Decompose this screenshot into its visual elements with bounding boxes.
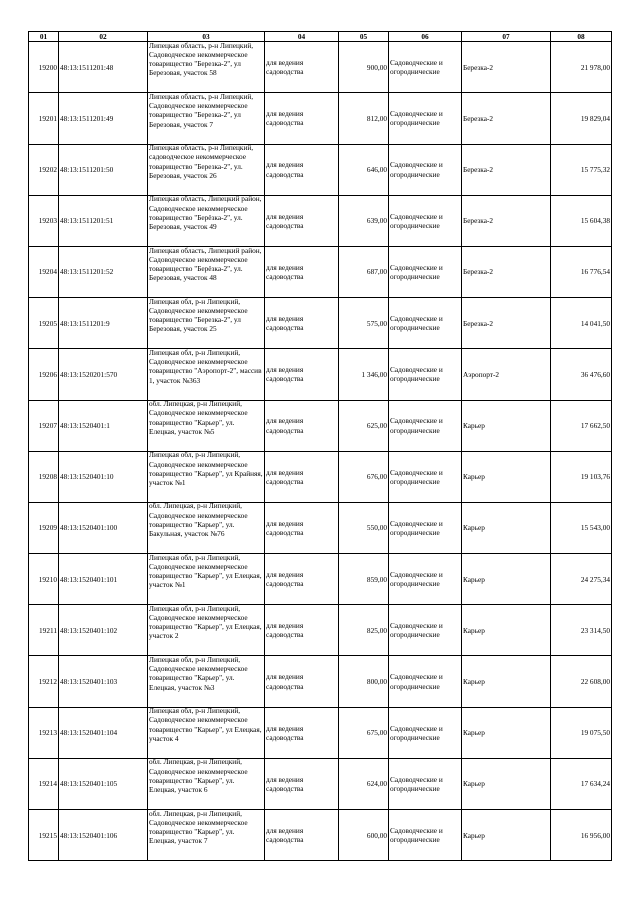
permitted-use-cell: для ведения садоводства <box>265 246 339 297</box>
cadastral-number-cell: 48:13:1520401:1 <box>59 400 148 451</box>
land-category-cell: Садоводческие и огороднические <box>389 656 462 707</box>
cadastral-value-cell: 17 634,24 <box>551 758 612 809</box>
permitted-use-cell: для ведения садоводства <box>265 144 339 195</box>
association-name-cell: Карьер <box>462 656 551 707</box>
row-number-cell: 19202 <box>29 144 59 195</box>
table-row <box>29 758 612 809</box>
cadastral-number-cell: 48:13:1511201:52 <box>59 246 148 297</box>
land-category-cell: Садоводческие и огороднические <box>389 707 462 758</box>
area-cell: 600,00 <box>339 810 389 861</box>
cadastral-value-cell: 14 041,50 <box>551 298 612 349</box>
column-header: 01 <box>29 32 59 42</box>
association-name-cell: Карьер <box>462 810 551 861</box>
permitted-use-cell: для ведения садоводства <box>265 605 339 656</box>
cadastral-number-cell: 48:13:1520201:570 <box>59 349 148 400</box>
area-cell: 550,00 <box>339 502 389 553</box>
column-header: 04 <box>265 32 339 42</box>
column-header: 08 <box>551 32 612 42</box>
table-row <box>29 554 612 605</box>
address-text: Липецкая область, р-н Липецкий, Садоводческое некоммерческое товарищество "Березка-2", ул Березовая, участок 58 <box>149 41 254 78</box>
land-category-cell: Садоводческие и огороднические <box>389 246 462 297</box>
cadastral-number-cell: 48:13:1520401:104 <box>59 707 148 758</box>
address-cell <box>148 707 265 758</box>
permitted-use-cell: для ведения садоводства <box>265 554 339 605</box>
area-cell: 812,00 <box>339 93 389 144</box>
land-category-cell: Садоводческие и огороднические <box>389 400 462 451</box>
address-text: Липецкая обл, р-н Липецкий, Садоводческое некоммерческое товарищество "Карьер", ул Елецкая, участок №1 <box>149 553 262 590</box>
address-text: Липецкая область, Липецкий район, Садоводческое некоммерческое товарищество "Берёзка-2", ул. Березовая, участок 48 <box>149 246 262 283</box>
land-category-cell: Садоводческие и огороднические <box>389 554 462 605</box>
cadastral-value-cell: 15 604,38 <box>551 195 612 246</box>
land-category-cell: Садоводческие и огороднические <box>389 451 462 502</box>
table-row <box>29 298 612 349</box>
land-category-cell: Садоводческие и огороднические <box>389 298 462 349</box>
area-cell: 800,00 <box>339 656 389 707</box>
row-number-cell: 19209 <box>29 502 59 553</box>
land-category-cell: Садоводческие и огороднические <box>389 349 462 400</box>
area-cell: 625,00 <box>339 400 389 451</box>
land-category-cell: Садоводческие и огороднические <box>389 810 462 861</box>
cadastral-number-cell: 48:13:1520401:102 <box>59 605 148 656</box>
cadastral-number-cell: 48:13:1520401:106 <box>59 810 148 861</box>
area-cell: 900,00 <box>339 42 389 93</box>
association-name-cell: Березка-2 <box>462 42 551 93</box>
row-number-cell: 19203 <box>29 195 59 246</box>
cadastral-number-cell: 48:13:1520401:103 <box>59 656 148 707</box>
permitted-use-cell: для ведения садоводства <box>265 810 339 861</box>
header-row <box>29 32 612 42</box>
cadastral-value-cell: 24 275,34 <box>551 554 612 605</box>
association-name-cell: Карьер <box>462 554 551 605</box>
row-number-cell: 19204 <box>29 246 59 297</box>
land-category-cell: Садоводческие и огороднические <box>389 605 462 656</box>
address-cell <box>148 195 265 246</box>
area-cell: 1 346,00 <box>339 349 389 400</box>
table-row <box>29 349 612 400</box>
cadastral-value-cell: 22 608,00 <box>551 656 612 707</box>
address-text: обл. Липецкая, р-н Липецкий, Садоводческое некоммерческое товарищество "Карьер", ул. Бакульная, участок №76 <box>149 502 248 539</box>
address-text: Липецкая область, р-н Липецкий, Садоводческое некоммерческое товарищество "Березка-2", ул Березовая, участок 7 <box>149 92 254 129</box>
table-row <box>29 707 612 758</box>
area-cell: 687,00 <box>339 246 389 297</box>
association-name-cell: Аэропорт-2 <box>462 349 551 400</box>
association-name-cell: Карьер <box>462 605 551 656</box>
column-header: 07 <box>462 32 551 42</box>
table-row <box>29 246 612 297</box>
permitted-use-cell: для ведения садоводства <box>265 656 339 707</box>
association-name-cell: Березка-2 <box>462 246 551 297</box>
address-cell <box>148 758 265 809</box>
cadastral-number-cell: 48:13:1511201:9 <box>59 298 148 349</box>
area-cell: 825,00 <box>339 605 389 656</box>
permitted-use-cell: для ведения садоводства <box>265 707 339 758</box>
table-row <box>29 451 612 502</box>
row-number-cell: 19207 <box>29 400 59 451</box>
row-number-cell: 19213 <box>29 707 59 758</box>
area-cell: 676,00 <box>339 451 389 502</box>
address-text: обл. Липецкая, р-н Липецкий, Садоводческое некоммерческое товарищество "Карьер", ул. Елецкая, участок 7 <box>149 809 248 846</box>
association-name-cell: Карьер <box>462 502 551 553</box>
address-text: Липецкая обл, р-н Липецкий, Садоводческое некоммерческое товарищество "Карьер", ул Елецкая, участок 2 <box>149 604 262 641</box>
address-cell <box>148 502 265 553</box>
cadastral-value-cell: 19 829,04 <box>551 93 612 144</box>
cadastral-value-cell: 23 314,50 <box>551 605 612 656</box>
land-category-cell: Садоводческие и огороднические <box>389 195 462 246</box>
cadastral-number-cell: 48:13:1511201:49 <box>59 93 148 144</box>
row-number-cell: 19201 <box>29 93 59 144</box>
cadastral-number-cell: 48:13:1520401:10 <box>59 451 148 502</box>
permitted-use-cell: для ведения садоводства <box>265 349 339 400</box>
area-cell: 859,00 <box>339 554 389 605</box>
address-cell <box>148 656 265 707</box>
association-name-cell: Березка-2 <box>462 298 551 349</box>
table-row <box>29 605 612 656</box>
address-text: обл. Липецкая, р-н Липецкий, Садоводческое некоммерческое товарищество "Карьер", ул. Елецкая, участок 6 <box>149 758 248 795</box>
row-number-cell: 19200 <box>29 42 59 93</box>
permitted-use-cell: для ведения садоводства <box>265 93 339 144</box>
address-text: Липецкая область, р-н Липецкий, садоводческое некоммерческое товарищество "Березка-2", ул. Березовая, участок 26 <box>149 144 254 180</box>
column-header: 05 <box>339 32 389 42</box>
permitted-use-cell: для ведения садоводства <box>265 400 339 451</box>
association-name-cell: Березка-2 <box>462 93 551 144</box>
permitted-use-cell: для ведения садоводства <box>265 502 339 553</box>
table-row <box>29 502 612 553</box>
row-number-cell: 19214 <box>29 758 59 809</box>
address-text: Липецкая обл, р-н Липецкий, Садоводческое некоммерческое товарищество "Березка-2", ул Березовая, участок 25 <box>149 297 248 334</box>
address-text: Липецкая область, Липецкий район, Садоводческое некоммерческое товарищество "Берёзка-2", ул. Березовая, участок 49 <box>149 195 262 231</box>
cadastral-number-cell: 48:13:1520401:100 <box>59 502 148 553</box>
column-header: 02 <box>59 32 148 42</box>
row-number-cell: 19210 <box>29 554 59 605</box>
address-cell <box>148 400 265 451</box>
permitted-use-cell: для ведения садоводства <box>265 758 339 809</box>
association-name-cell: Карьер <box>462 707 551 758</box>
cadastral-value-cell: 21 978,00 <box>551 42 612 93</box>
association-name-cell: Березка-2 <box>462 195 551 246</box>
address-text: Липецкая обл, р-н Липецкий, Садоводческое некоммерческое товарищество "Карьер", ул Крайняя, участок №1 <box>149 451 263 487</box>
address-cell <box>148 810 265 861</box>
permitted-use-cell: для ведения садоводства <box>265 42 339 93</box>
association-name-cell: Карьер <box>462 758 551 809</box>
address-cell <box>148 554 265 605</box>
land-category-cell: Садоводческие и огороднические <box>389 144 462 195</box>
cadastral-value-cell: 15 543,00 <box>551 502 612 553</box>
cadastral-number-cell: 48:13:1511201:48 <box>59 42 148 93</box>
land-category-cell: Садоводческие и огороднические <box>389 758 462 809</box>
cadastral-value-cell: 36 476,60 <box>551 349 612 400</box>
cadastral-value-cell: 15 775,32 <box>551 144 612 195</box>
area-cell: 575,00 <box>339 298 389 349</box>
table-row <box>29 400 612 451</box>
column-header: 03 <box>148 32 265 42</box>
land-category-cell: Садоводческие и огороднические <box>389 42 462 93</box>
row-number-cell: 19215 <box>29 810 59 861</box>
association-name-cell: Карьер <box>462 451 551 502</box>
table-row <box>29 810 612 861</box>
area-cell: 646,00 <box>339 144 389 195</box>
address-text: Липецкая обл, р-н Липецкий, Садоводческое некоммерческое товарищество "Аэропорт-2", массив 1, участок №363 <box>149 348 262 385</box>
cadastral-number-cell: 48:13:1511201:50 <box>59 144 148 195</box>
cadastral-value-cell: 16 776,54 <box>551 246 612 297</box>
column-header: 06 <box>389 32 462 42</box>
address-text: Липецкая обл, р-н Липецкий, Садоводческое некоммерческое товарищество "Карьер", ул Елецкая, участок 4 <box>149 707 262 743</box>
row-number-cell: 19212 <box>29 656 59 707</box>
row-number-cell: 19211 <box>29 605 59 656</box>
address-cell <box>148 298 265 349</box>
area-cell: 639,00 <box>339 195 389 246</box>
address-cell <box>148 605 265 656</box>
association-name-cell: Березка-2 <box>462 144 551 195</box>
land-category-cell: Садоводческие и огороднические <box>389 93 462 144</box>
cadastral-number-cell: 48:13:1520401:101 <box>59 554 148 605</box>
row-number-cell: 19208 <box>29 451 59 502</box>
cadastral-table <box>28 31 612 861</box>
address-cell <box>148 93 265 144</box>
area-cell: 675,00 <box>339 707 389 758</box>
cadastral-value-cell: 19 103,76 <box>551 451 612 502</box>
row-number-cell: 19206 <box>29 349 59 400</box>
permitted-use-cell: для ведения садоводства <box>265 195 339 246</box>
address-text: обл. Липецкая, р-н Липецкий, Садоводческое некоммерческое товарищество "Карьер", ул. Елецкая, участок №5 <box>149 400 248 436</box>
table-row <box>29 42 612 93</box>
address-cell <box>148 349 265 400</box>
address-cell <box>148 144 265 195</box>
land-category-cell: Садоводческие и огороднические <box>389 502 462 553</box>
cadastral-number-cell: 48:13:1520401:105 <box>59 758 148 809</box>
cadastral-value-cell: 19 075,50 <box>551 707 612 758</box>
table-row <box>29 195 612 246</box>
address-cell <box>148 246 265 297</box>
association-name-cell: Карьер <box>462 400 551 451</box>
permitted-use-cell: для ведения садоводства <box>265 451 339 502</box>
row-number-cell: 19205 <box>29 298 59 349</box>
cadastral-value-cell: 16 956,00 <box>551 810 612 861</box>
cadastral-value-cell: 17 662,50 <box>551 400 612 451</box>
table-row <box>29 656 612 707</box>
address-text: Липецкая обл, р-н Липецкий, Садоводческое некоммерческое товарищество "Карьер", ул. Елецкая, участок №3 <box>149 655 248 692</box>
table-row <box>29 93 612 144</box>
address-cell <box>148 451 265 502</box>
address-cell <box>148 42 265 93</box>
permitted-use-cell: для ведения садоводства <box>265 298 339 349</box>
table-row <box>29 144 612 195</box>
cadastral-number-cell: 48:13:1511201:51 <box>59 195 148 246</box>
area-cell: 624,00 <box>339 758 389 809</box>
